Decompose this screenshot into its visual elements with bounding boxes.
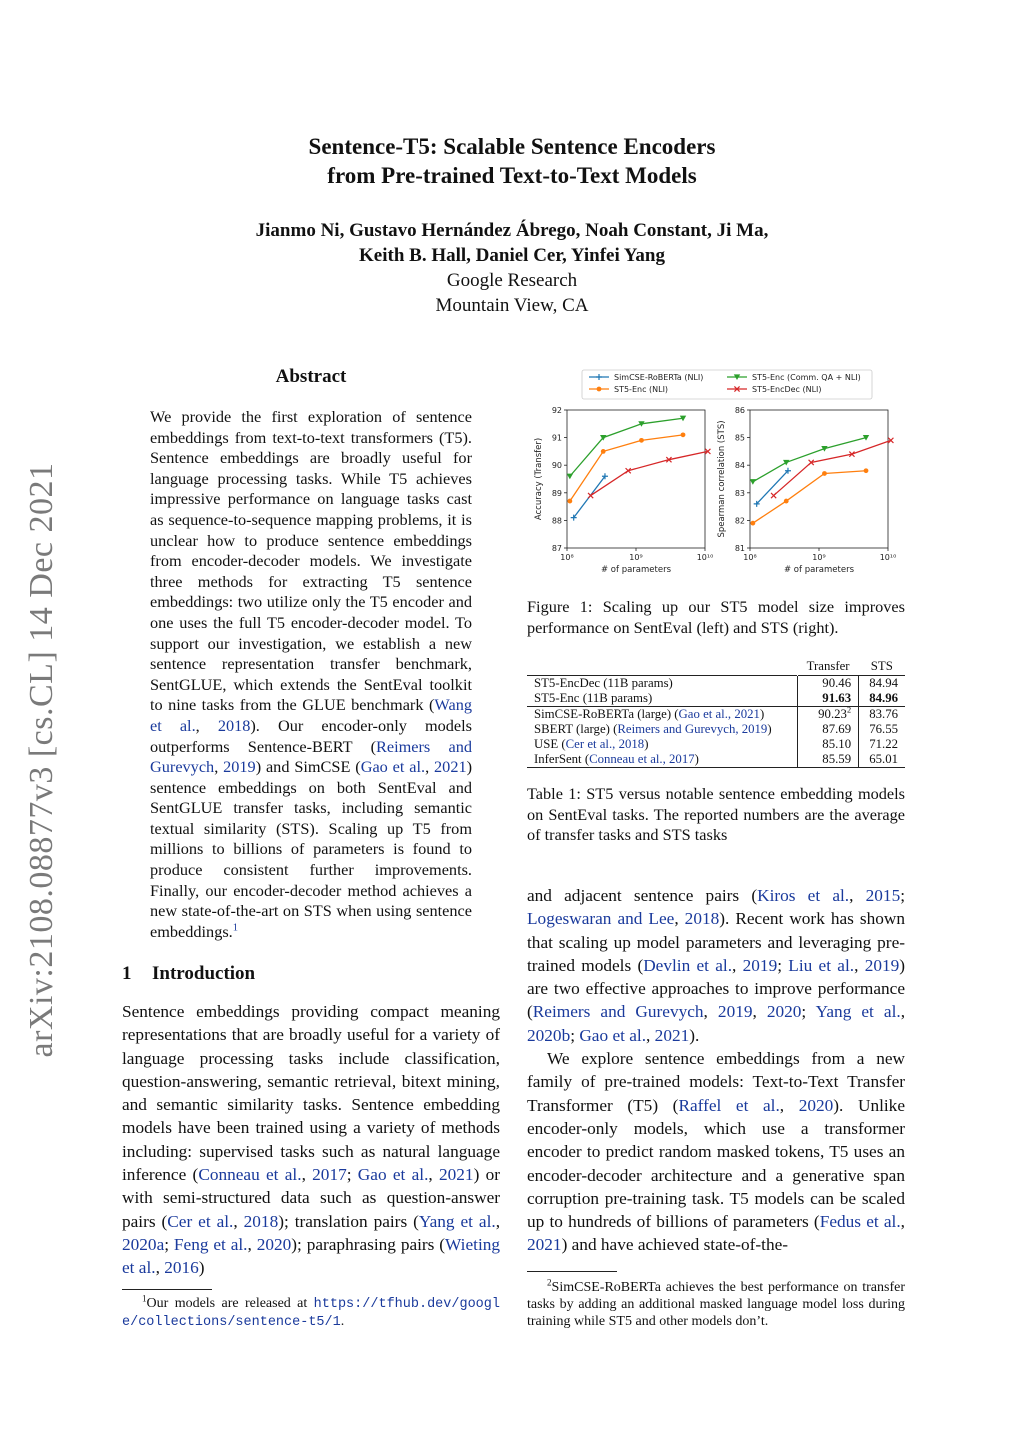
data-point — [601, 449, 606, 454]
citation-link[interactable]: Cer et al. — [167, 1211, 234, 1231]
figure-1-caption: Figure 1: Scaling up our ST5 model size improves performance on SentEval (left) and STS (right). — [527, 597, 905, 637]
table-cell-model: SBERT (large) (Reimers and Gurevych, 2019) — [534, 722, 772, 736]
title-line-2: from Pre-trained Text-to-Text Models — [327, 163, 697, 188]
footnote-rule — [122, 1289, 212, 1290]
series-line — [753, 471, 866, 523]
authors-line-2: Keith B. Hall, Daniel Cer, Yinfei Yang — [359, 245, 665, 266]
table-row — [527, 722, 905, 737]
citation-link[interactable]: Wang et al. — [150, 695, 472, 735]
table-1-caption: Table 1: ST5 versus notable sentence embedding models on SentEval tasks. The reported numbers are the average of transfer tasks and STS tasks — [527, 784, 905, 845]
data-point — [864, 468, 869, 473]
table-row — [527, 752, 905, 768]
footnote-mark[interactable]: 1 — [232, 922, 239, 934]
y-tick-label: 89 — [551, 488, 562, 498]
data-point — [783, 460, 789, 466]
citation-link[interactable]: Gao et al. — [357, 1165, 429, 1185]
chart-legend — [582, 370, 872, 399]
citation-link[interactable]: 2021 — [654, 1025, 690, 1045]
data-point — [597, 387, 602, 392]
table-cell-sts: 84.94 — [859, 676, 905, 692]
series-line — [753, 438, 866, 482]
abstract-heading: Abstract — [275, 366, 347, 387]
data-point — [567, 474, 573, 480]
citation-link[interactable]: Kiros et al. — [757, 886, 850, 905]
citation-link[interactable]: 2018 — [684, 909, 720, 929]
citation-link[interactable]: 2018 — [217, 715, 251, 735]
y-tick-label: 84 — [734, 461, 745, 471]
y-axis-label: Accuracy (Transfer) — [534, 437, 544, 521]
table-cell-sts: 84.96 — [859, 691, 905, 707]
footnote-rule — [527, 1271, 617, 1272]
table-row — [527, 707, 905, 723]
data-point — [588, 493, 593, 498]
location: Mountain View, CA — [435, 295, 589, 316]
data-point — [681, 432, 686, 437]
x-tick-label: 10⁹ — [629, 553, 643, 562]
intro-paragraph: Sentence embeddings providing compact meaning representations that are broadly useful for a variety of language processing tasks include classification, question-answering, semantic retrieval, bitext mining, and semantic similarity tasks. Sentence embedding models have been trained using a variety of methods including: supervised tasks such as natural language inference (Conneau et al., 2017; Gao et al., 2021) or with semi-structured data such as question-answer pairs (Cer et al., 2018); translation pairs (Yang et al., 2020a; Feng et al., 2020); paraphrasing pairs (Wieting et al., 2016) — [122, 1002, 501, 1278]
data-point — [822, 471, 827, 476]
table-row — [527, 676, 905, 692]
table-cell-model: USE (Cer et al., 2018) — [534, 737, 649, 751]
citation-link[interactable]: Reimers and Gurevych — [532, 1002, 704, 1022]
citation-link[interactable]: 2019 — [717, 1002, 753, 1022]
table-header-model — [527, 659, 797, 676]
table-cell-model: ST5-EncDec (11B params) — [527, 676, 797, 692]
footnote-1: $^1$Our models are released at https://tfhub.dev/google/collections/sentence-t5/1. — [122, 1293, 500, 1330]
data-point — [639, 438, 644, 443]
x-tick-label: 10⁹ — [812, 553, 826, 562]
data-point — [750, 479, 756, 485]
citation-link[interactable]: 2020 — [256, 1234, 292, 1254]
legend-label: SimCSE-RoBERTa (NLI) — [614, 373, 704, 382]
citation-link[interactable]: Reimers and Gurevych, 2019 — [617, 722, 768, 736]
table-1 — [527, 659, 905, 768]
citation-link[interactable]: Conneau et al. — [198, 1165, 302, 1185]
footnote-2: $^2$SimCSE-RoBERTa achieves the best performance on transfer tasks by adding an additional masked language model loss during training while ST5 and other models don’t. — [527, 1277, 905, 1329]
table-header-sts: STS — [870, 659, 893, 673]
table-row — [527, 737, 905, 752]
plot-frame — [567, 410, 705, 548]
citation-link[interactable]: Feng et al. — [173, 1234, 248, 1254]
citation-link[interactable]: Reimers and Gurevych — [150, 736, 472, 777]
y-tick-label: 87 — [551, 544, 562, 553]
y-tick-label: 82 — [734, 516, 745, 526]
plot-frame — [750, 410, 888, 548]
table-cell-sts: 65.01 — [859, 752, 905, 768]
table-header-row — [527, 659, 905, 676]
table-cell-transfer: 87.69 — [797, 722, 858, 737]
citation-link[interactable]: 2018 — [243, 1211, 279, 1231]
table-cell-transfer: 85.59 — [797, 752, 858, 768]
y-tick-label: 81 — [734, 544, 745, 553]
x-tick-label: 10⁸ — [560, 553, 574, 562]
citation-link[interactable]: Yang et al. — [418, 1211, 496, 1231]
series-line — [591, 451, 708, 495]
table-cell-transfer: 91.63 — [797, 691, 858, 707]
arxiv-identifier — [2, 460, 82, 1060]
citation-link[interactable]: 2020 — [798, 1095, 834, 1115]
authors-line-1: Jianmo Ni, Gustavo Hernández Ábrego, Noah Constant, Ji Ma, — [255, 220, 769, 241]
citation-link[interactable]: Cer et al., 2018 — [565, 737, 645, 751]
paragraph: We explore sentence embeddings from a new family of pre-trained models: Text-to-Text Transfer Transformer (T5) (Raffel et al., 2020). Unlike encoder-only models, which use a transformer encoder to predict random masked tokens, T5 uses an encoder-decoder architecture and a generative span corruption pre-training task. T5 models can be scaled up to hundreds of billions of parameters (Fedus et al., 2021) and have achieved state-of-the- — [527, 1049, 905, 1255]
footnote-mark: 1 — [142, 1293, 147, 1304]
citation-link[interactable]: Wieting et al. — [122, 1234, 501, 1278]
table-cell-sts: 76.55 — [859, 722, 905, 737]
section-title: Introduction — [152, 963, 256, 984]
tfhub-link[interactable]: https://tfhub.dev/google/collections/sentence-t5/1 — [122, 1297, 500, 1330]
citation-link[interactable]: Devlin et al. — [643, 955, 733, 975]
table-header-transfer: Transfer — [806, 659, 850, 673]
series-line — [570, 418, 683, 476]
table-cell-transfer: 90.23$^2$ — [797, 707, 858, 723]
legend-label: ST5-Enc (Comm. QA + NLI) — [752, 373, 861, 382]
section-number: 1 — [122, 963, 132, 984]
author-block — [0, 218, 1024, 318]
citation-link[interactable]: 2020 — [766, 1002, 802, 1022]
citation-link[interactable]: 2020a — [122, 1234, 165, 1254]
citation-link[interactable]: Logeswaran and Lee — [527, 909, 675, 929]
y-tick-label: 90 — [551, 461, 562, 471]
legend-label: ST5-EncDec (NLI) — [752, 385, 822, 394]
footnote-mark: 2 — [547, 1277, 552, 1288]
table-cell-sts: 71.22 — [859, 737, 905, 752]
citation-link[interactable]: Yang et al. — [815, 1002, 901, 1022]
table-cell-transfer: 85.10 — [797, 737, 858, 752]
citation-link[interactable]: 2021 — [439, 1165, 474, 1185]
x-tick-label: 10¹⁰ — [879, 553, 897, 562]
citation-link[interactable]: Conneau et al., 2017 — [589, 752, 695, 766]
citation-link[interactable]: Gao et al., 2021 — [678, 707, 760, 721]
abstract-body: We provide the first exploration of sentence embeddings from text-to-text transformers (T5). Sentence embeddings are broadly useful for language processing tasks. While T5 achieves impressive performance on language tasks cast as sequence-to-sequence mapping problems, it is unclear how to produce sentence embeddings from encoder-decoder models. We investigate three methods for extracting T5 sentence embeddings: two utilize only the T5 encoder and one uses the full T5 encoder-decoder model. To support our investigation, we establish a new sentence representation transfer benchmark, SentGLUE, which extends the SentEval toolkit to nine tasks from the GLUE benchmark (Wang et al., 2018). Our encoder-only models outperforms Sentence-BERT (Reimers and Gurevych, 2019) and SimCSE (Gao et al., 2021) sentence embeddings on both SentEval and SentGLUE transfer tasks, including semantic textual similarity (STS). Scaling up T5 from millions to billions of parameters is found to produce consistent further improvements. Finally, our encoder-decoder method achieves a new state-of-the-art on STS when using sentence embeddings.$^1$ — [150, 407, 473, 941]
y-tick-label: 91 — [551, 433, 562, 443]
right-column-text — [527, 884, 905, 1257]
x-axis-label: # of parameters — [600, 565, 672, 575]
table-cell-sts: 83.76 — [859, 707, 905, 723]
series-line — [570, 435, 683, 501]
legend-label: ST5-Enc (NLI) — [614, 385, 669, 394]
table-cell-transfer: 90.46 — [797, 676, 858, 692]
y-tick-label: 92 — [551, 406, 562, 415]
citation-link[interactable]: 2016 — [164, 1258, 199, 1278]
figure-1-chart — [527, 365, 907, 580]
citation-link[interactable]: Liu et al. — [788, 955, 855, 975]
y-tick-label: 86 — [734, 406, 745, 415]
y-axis-label: Spearman correlation (STS) — [717, 420, 727, 538]
series-line — [774, 440, 891, 495]
citation-link[interactable]: Gao et al. — [360, 757, 426, 777]
citation-link[interactable]: Gao et al. — [579, 1025, 647, 1045]
arxiv-identifier-text: arXiv:2108.08877v3 [cs.CL] 14 Dec 2021 — [23, 462, 60, 1058]
footnote-mark: 2 — [846, 705, 852, 715]
citation-link[interactable]: 2020b — [527, 1025, 571, 1045]
table-cell-model: SimCSE-RoBERTa (large) (Gao et al., 2021) — [527, 707, 797, 723]
y-tick-label: 85 — [734, 433, 745, 443]
x-tick-label: 10¹⁰ — [696, 553, 714, 562]
citation-link[interactable]: 2019 — [864, 955, 900, 975]
citation-link[interactable]: 2017 — [312, 1165, 347, 1185]
table-cell-model: InferSent (Conneau et al., 2017) — [527, 752, 797, 768]
y-tick-label: 83 — [734, 488, 745, 498]
data-point — [784, 499, 789, 504]
x-axis-label: # of parameters — [783, 565, 855, 575]
x-tick-label: 10⁸ — [743, 553, 757, 562]
paragraph: and adjacent sentence pairs (Kiros et al., 2015; Logeswaran and Lee, 2018). Recent work has shown that scaling up model parameters and leveraging pre-trained models (Devlin et al., 2019; Liu et al., 2019) are two effective approaches to improve performance (Reimers and Gurevych, 2019, 2020; Yang et al., 2020b; Gao et al., 2021). — [527, 886, 906, 1045]
citation-link[interactable]: Raffel et al. — [678, 1095, 780, 1115]
affiliation: Google Research — [446, 270, 578, 291]
data-point — [567, 499, 572, 504]
data-point — [750, 521, 755, 526]
citation-link[interactable]: 2019 — [742, 955, 778, 975]
data-point — [771, 493, 776, 498]
citation-link[interactable]: 2021 — [434, 757, 467, 777]
citation-link[interactable]: Fedus et al. — [819, 1212, 901, 1232]
table-row — [527, 691, 905, 707]
y-tick-label: 88 — [551, 516, 562, 526]
citation-link[interactable]: 2015 — [865, 886, 901, 905]
citation-link[interactable]: 2019 — [223, 757, 256, 777]
citation-link[interactable]: 2021 — [527, 1235, 562, 1255]
title-line-1: Sentence-T5: Scalable Sentence Encoders — [308, 134, 716, 159]
section-heading-introduction — [122, 963, 500, 985]
table-cell-model: ST5-Enc (11B params) — [534, 691, 653, 705]
paper-title — [0, 132, 1024, 190]
